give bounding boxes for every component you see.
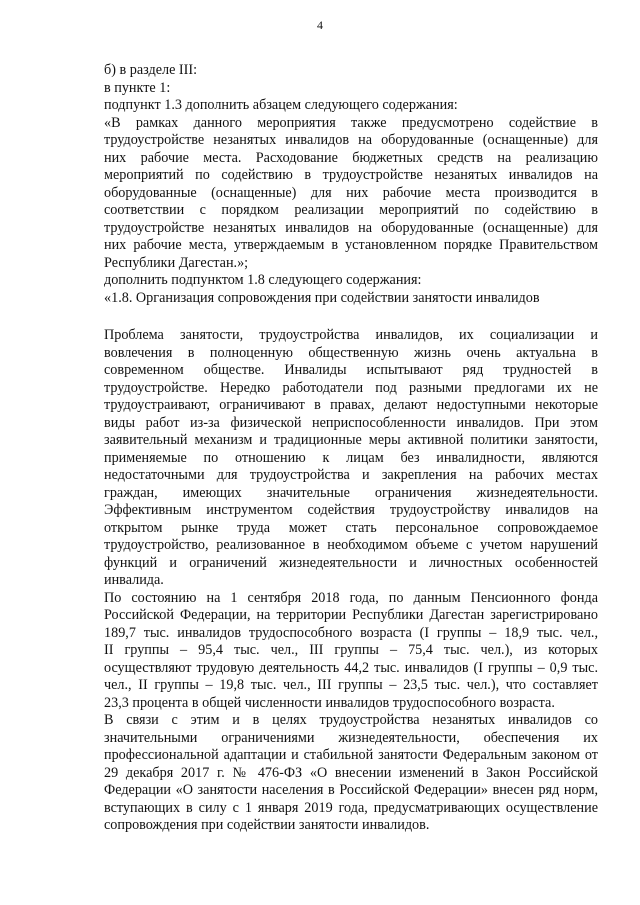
- text-line: них рабочие места. Расходование бюджетных средств на реализацию: [104, 149, 598, 166]
- subpoint-instruction: подпункт 1.3 дополнить абзацем следующего содержания:: [104, 97, 458, 113]
- text-line: современном обществе. Инвалиды испытывают ряд трудностей в: [104, 362, 598, 378]
- text-line: По состоянию на 1 сентября 2018 года, по данным Пенсионного фонда: [104, 589, 598, 606]
- text-line: вовлечения в полноценную общественную жизнь очень актуальна в: [104, 344, 598, 361]
- text-line: соответствии с порядком реализации мероприятий по содействию в: [104, 202, 598, 218]
- section-line: б) в разделе III:: [104, 62, 198, 78]
- text-line: открытом рынке труда может стать персональное сопровождаемое: [104, 519, 598, 536]
- text-line: трудоустройстве. Нередко работодатели под разными предлогами их не: [104, 379, 598, 396]
- text-line: чел., II группы – 19,8 тыс. чел., III группы – 23,5 тыс. чел.), что составляет: [104, 677, 598, 693]
- text-line: II группы – 95,4 тыс. чел., III группы – 75,4 тыс. чел.), из которых: [104, 642, 598, 658]
- text-line: Проблема занятости, трудоустройства инвалидов, их социализации и: [104, 327, 598, 343]
- text-line: применяемые по отношению к лицам без инвалидности, являются: [104, 449, 598, 466]
- page-number: 4: [317, 18, 323, 32]
- text-line: функций и ограничений жизнедеятельности и личностных особенностей: [104, 554, 598, 571]
- paragraph-statistics: [104, 590, 598, 713]
- text-line: 23,3 процента в общей численности инвалидов трудоспособного возраста.: [104, 694, 555, 711]
- text-line: оборудованные (оснащенные) для них рабочие места производится в: [104, 184, 598, 201]
- text-line: 29 декабря 2017 г. № 476-ФЗ «О внесении изменений в Закон Российской: [104, 764, 598, 781]
- text-line: Федерации «О занятости населения в Российской Федерации» внесен ряд норм,: [104, 782, 598, 798]
- text-line: «В рамках данного мероприятия также предусмотрено содействие в: [104, 114, 598, 131]
- text-line: сопровождения при содействии занятости инвалидов.: [104, 817, 430, 833]
- text-line: граждан, имеющих значительные ограничения жизнедеятельности.: [104, 484, 598, 501]
- text-line: виды работ из-за физической неприспособленности инвалидов. При этом: [104, 414, 598, 431]
- text-line: Российской Федерации, на территории Республики Дагестан зарегистрировано: [104, 607, 598, 623]
- point-line: в пункте 1:: [104, 79, 171, 96]
- text-line: В связи с этим и в целях трудоустройства незанятых инвалидов со: [104, 712, 598, 728]
- text-line: мероприятий по содействию в трудоустройстве незанятых инвалидов на: [104, 167, 598, 183]
- text-line: Республики Дагестан.»;: [104, 254, 249, 271]
- intro-block: [104, 62, 598, 115]
- text-line: значительными ограничениями жизнедеятельности, обеспечения их: [104, 729, 598, 746]
- document-body: [104, 62, 598, 835]
- text-line: профессиональной адаптации и стабильной занятости Федеральным законом от: [104, 747, 598, 763]
- blank-gap: [104, 307, 598, 327]
- paragraph-problem: [104, 327, 598, 590]
- text-line: 189,7 тыс. инвалидов трудоспособного возраста (I группы – 18,9 тыс. чел.,: [104, 624, 598, 641]
- text-line: инвалида.: [104, 572, 164, 588]
- paragraph-law: [104, 712, 598, 835]
- text-line: недостаточными для трудоустройства и закрепления на рабочих местах: [104, 467, 598, 483]
- text-line: трудоустройство, реализованное в необходимом объеме с учетом нарушений: [104, 537, 598, 553]
- text-line: вступающих в силу с 1 января 2019 года, предусматривающих осуществление: [104, 799, 598, 816]
- instruction-line: дополнить подпунктом 1.8 следующего содержания:: [104, 272, 422, 288]
- item-title: «1.8. Организация сопровождения при содействии занятости инвалидов: [104, 289, 540, 306]
- text-line: заявительный механизм и традиционные меры активной политики занятости,: [104, 432, 598, 448]
- text-line: трудоустройстве незанятых инвалидов на оборудованные (оснащенные) для: [104, 132, 598, 148]
- text-line: осуществляют трудовую деятельность 44,2 тыс. инвалидов (I группы – 0,9 тыс.: [104, 659, 598, 676]
- text-line: трудоустраивают, ограничивают в правах, делают недоступными некоторые: [104, 397, 598, 413]
- text-line: трудоустройстве незанятых инвалидов на оборудованные (оснащенные) для: [104, 219, 598, 236]
- text-line: Эффективным инструментом содействия трудоустройству инвалидов на: [104, 502, 598, 518]
- quote-paragraph-1: [104, 115, 598, 273]
- text-line: них рабочие места, утверждаемым в установленном порядке Правительством: [104, 237, 598, 253]
